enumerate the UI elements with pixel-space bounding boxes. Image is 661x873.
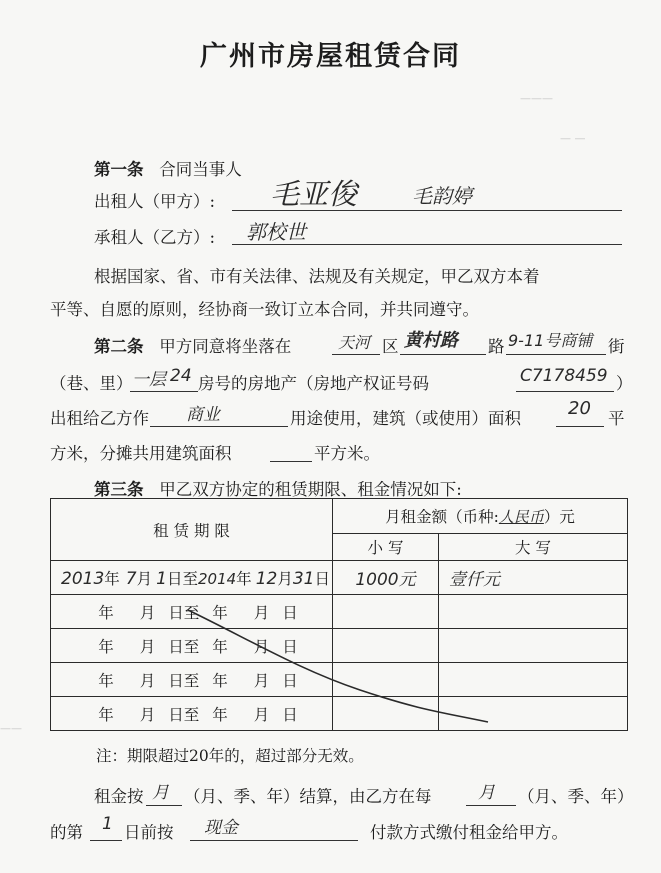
day-char: 日 bbox=[282, 637, 298, 656]
article-2-line-2-close: ） bbox=[616, 374, 633, 393]
day-char: 日 bbox=[282, 603, 298, 622]
district-suffix: 区 bbox=[382, 337, 399, 356]
payment-line-2-b: 日前按 bbox=[124, 823, 174, 842]
lessee-label: 承租人（乙方）: bbox=[94, 228, 216, 247]
method-handwriting: 现金 bbox=[204, 818, 238, 838]
month-char: 月 bbox=[253, 705, 270, 724]
lessor-signature-2: 毛韵婷 bbox=[412, 184, 472, 208]
day-handwriting: 1 bbox=[102, 814, 113, 834]
lessor-signature-1: 毛亚俊 bbox=[270, 177, 358, 211]
article-2-text: 甲方同意将坐落在 bbox=[159, 337, 292, 356]
year-char: 年 bbox=[98, 705, 114, 724]
day-char: 日 bbox=[166, 569, 183, 588]
bleed-through-mark: ——— bbox=[520, 92, 553, 105]
day-char: 日 bbox=[168, 705, 184, 724]
article-3-heading: 第三条 bbox=[94, 480, 144, 499]
period-header: 租 赁 期 限 bbox=[51, 499, 333, 561]
area-handwriting: 20 bbox=[568, 398, 591, 419]
end-day-handwriting: 31 bbox=[292, 568, 315, 589]
room-handwriting: 24 bbox=[170, 366, 192, 386]
start-month-handwriting: 7 bbox=[125, 568, 137, 589]
end-month-handwriting: 12 bbox=[255, 568, 278, 589]
small-amount-header: 小 写 bbox=[333, 534, 439, 561]
year-char: 年 bbox=[212, 603, 228, 622]
article-2-line-2-open: （巷、里） bbox=[50, 374, 133, 393]
bleed-through-mark: —— bbox=[0, 722, 22, 735]
year-char: 年 bbox=[212, 637, 228, 656]
rent-header-unit: ）元 bbox=[543, 508, 575, 526]
day-char: 日 bbox=[168, 603, 184, 622]
number-handwriting: 9-11号商铺 bbox=[508, 331, 593, 350]
lessee-signature: 郭校世 bbox=[246, 220, 306, 244]
year-char: 年 bbox=[212, 705, 228, 724]
to-char: 至 bbox=[183, 671, 200, 690]
article-2-line-2-mid: 房号的房地产（房地产权证号码 bbox=[198, 374, 429, 393]
day-char: 日 bbox=[282, 671, 298, 690]
month-char: 月 bbox=[139, 671, 156, 690]
article-1-heading-text: 合同当事人 bbox=[159, 160, 242, 179]
month-char: 月 bbox=[139, 603, 156, 622]
year-char: 年 bbox=[236, 569, 252, 588]
payment-line-1-a: 租金按 bbox=[94, 787, 144, 806]
article-3-text: 甲乙双方协定的租赁期限、租金情况如下: bbox=[159, 480, 462, 499]
month-char: 月 bbox=[253, 603, 270, 622]
year-char: 年 bbox=[98, 671, 114, 690]
article-2-line-4-b: 平方米。 bbox=[314, 444, 380, 463]
use-handwriting: 商业 bbox=[186, 405, 220, 425]
intro-line-2: 平等、自愿的原则，经协商一致订立本合同，并共同遵守。 bbox=[50, 300, 479, 319]
to-char: 至 bbox=[183, 705, 200, 724]
street-suffix: 街 bbox=[608, 337, 625, 356]
rent-header-label: 月租金额（币种: bbox=[385, 508, 499, 526]
lessor-label: 出租人（甲方）: bbox=[94, 192, 216, 211]
article-1-heading: 第一条 bbox=[94, 160, 144, 179]
article-2-line-3-c: 平 bbox=[608, 409, 625, 428]
intro-line-1: 根据国家、省、市有关法律、法规及有关规定，甲乙双方本着 bbox=[94, 267, 540, 286]
cert-handwriting: C7178459 bbox=[520, 366, 608, 386]
payment-line-1-c: （月、季、年） bbox=[518, 787, 634, 806]
article-2-line-4-a: 方米，分摊共用建筑面积 bbox=[50, 444, 232, 463]
big-amount-header: 大 写 bbox=[439, 534, 628, 561]
month-char: 月 bbox=[136, 569, 153, 588]
currency-handwriting: 人民币 bbox=[498, 508, 544, 526]
article-2-line-3-b: 用途使用，建筑（或使用）面积 bbox=[290, 409, 521, 428]
month-char: 月 bbox=[253, 637, 270, 656]
to-char: 至 bbox=[183, 637, 200, 656]
payment-line-2-c: 付款方式缴付租金给甲方。 bbox=[370, 823, 568, 842]
bleed-through-mark: — — bbox=[560, 132, 586, 145]
payment-line-1-b: （月、季、年）结算，由乙方在每 bbox=[184, 787, 432, 806]
article-2-heading: 第二条 bbox=[94, 337, 144, 356]
day-char: 日 bbox=[168, 671, 184, 690]
road-handwriting: 黄村路 bbox=[404, 330, 458, 351]
month-char: 月 bbox=[139, 705, 156, 724]
road-suffix: 路 bbox=[488, 337, 505, 356]
to-char: 至 bbox=[183, 603, 200, 622]
article-2-line-3-a: 出租给乙方作 bbox=[50, 409, 149, 428]
per-handwriting: 月 bbox=[478, 783, 495, 803]
day-char: 日 bbox=[314, 569, 330, 588]
building-handwriting: 一层 bbox=[132, 370, 166, 390]
year-char: 年 bbox=[104, 569, 120, 588]
start-year-handwriting: 2013 bbox=[61, 568, 105, 589]
district-handwriting: 天河 bbox=[338, 333, 371, 352]
to-char: 至 bbox=[182, 569, 198, 588]
payment-line-2-a: 的第 bbox=[50, 823, 83, 842]
year-char: 年 bbox=[212, 671, 228, 690]
big-amount-handwriting: 壹仟元 bbox=[449, 570, 500, 590]
document-title: 广州市房屋租赁合同 bbox=[200, 41, 461, 72]
month-char: 月 bbox=[139, 637, 156, 656]
end-year-handwriting: 2014 bbox=[197, 569, 237, 588]
start-day-handwriting: 1 bbox=[156, 568, 167, 589]
year-char: 年 bbox=[98, 637, 114, 656]
year-char: 年 bbox=[98, 603, 114, 622]
day-char: 日 bbox=[282, 705, 298, 724]
small-amount-handwriting: 1000元 bbox=[355, 570, 416, 590]
day-char: 日 bbox=[168, 637, 184, 656]
month-char: 月 bbox=[253, 671, 270, 690]
month-char: 月 bbox=[277, 569, 293, 588]
settle-handwriting: 月 bbox=[152, 783, 169, 803]
table-note: 注：期限超过20年的，超过部分无效。 bbox=[96, 747, 364, 765]
